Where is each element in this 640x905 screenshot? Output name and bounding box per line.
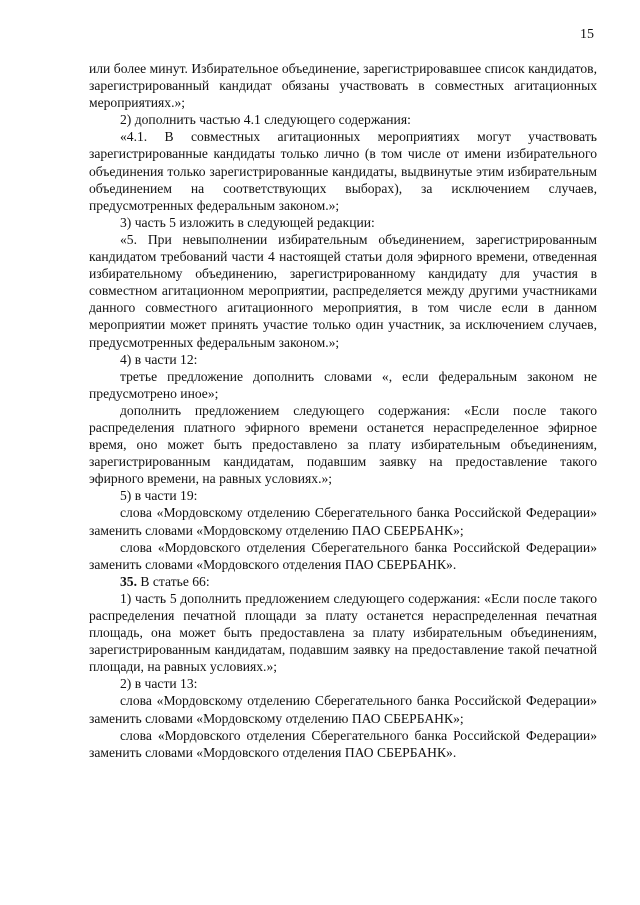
paragraph-art66-item-1: 1) часть 5 дополнить предложением следующего содержания: «Если после такого распределения печатной площади за плату останется нераспределенная печатная площадь, она может быть предоставлена за плату избирательным объединениям, зарегистрированным кандидатам, подавшим заявку на предоставление такой печатной площади, на равных условиях.»; <box>89 590 597 675</box>
paragraph-replace-2: слова «Мордовского отделения Сберегательного банка Российской Федерации» заменить словами «Мордовского отделения ПАО СБЕРБАНК». <box>89 539 597 572</box>
paragraph-item-3: 3) часть 5 изложить в следующей редакции: <box>120 214 375 230</box>
section-heading-text: В статье 66: <box>140 573 210 589</box>
paragraph-add-sentence: дополнить предложением следующего содержания: «Если после такого распределения платного эфирного времени останется нераспределенное эфирное время, оно может быть предоставлено за плату избирательным объединениям, зарегистрированным кандидатам, подавшим заявку на предоставление такого эфирного времени, на равных условиях.»; <box>89 402 597 487</box>
section-number: 35. <box>120 573 137 589</box>
paragraph-art66-replace-2: слова «Мордовского отделения Сберегательного банка Российской Федерации» заменить словами «Мордовского отделения ПАО СБЕРБАНК». <box>89 727 597 760</box>
paragraph-art66-replace-1: слова «Мордовскому отделению Сберегательного банка Российской Федерации» заменить словами «Мордовскому отделению ПАО СБЕРБАНК»; <box>89 693 597 726</box>
paragraph-continuation: или более минут. Избирательное объединение, зарегистрировавшее список кандидатов, зарегистрированный кандидат обязаны участвовать в совместных агитационных мероприятиях.»; <box>89 61 597 111</box>
paragraph-item-5: 5) в части 19: <box>120 488 198 504</box>
document-body <box>89 60 597 761</box>
paragraph-quote-5: «5. При невыполнении избирательным объединением, зарегистрированным кандидатом требований части 4 настоящей статьи доля эфирного времени, отведенная избирательному объединению, зарегистрированному кандидату для участия в совместном агитационном мероприятии, распределяется между другими участниками данного совместного агитационного мероприятия, в том числе если в данном мероприятии может принять участие только один участник, за исключением случаев, предусмотренных федеральным законом.»; <box>89 231 597 350</box>
paragraph-third-sentence: третье предложение дополнить словами «, если федеральным законом не предусмотрено иное»; <box>89 368 597 401</box>
paragraph-item-2: 2) дополнить частью 4.1 следующего содержания: <box>120 112 411 128</box>
paragraph-quote-4-1: «4.1. В совместных агитационных мероприятиях могут участвовать зарегистрированные кандидаты только лично (в том числе от имени избирательного объединения только зарегистрированные кандидаты, выдвинутые этим избирательным объединением на соответствующих выборах), за исключением случаев, предусмотренных федеральным законом.»; <box>89 129 597 213</box>
paragraph-replace-1: слова «Мордовскому отделению Сберегательного банка Российской Федерации» заменить словами «Мордовскому отделению ПАО СБЕРБАНК»; <box>89 505 597 538</box>
page-number: 15 <box>580 27 594 42</box>
paragraph-item-4: 4) в части 12: <box>120 351 198 367</box>
paragraph-art66-item-2: 2) в части 13: <box>120 676 198 692</box>
section-heading <box>89 573 597 590</box>
